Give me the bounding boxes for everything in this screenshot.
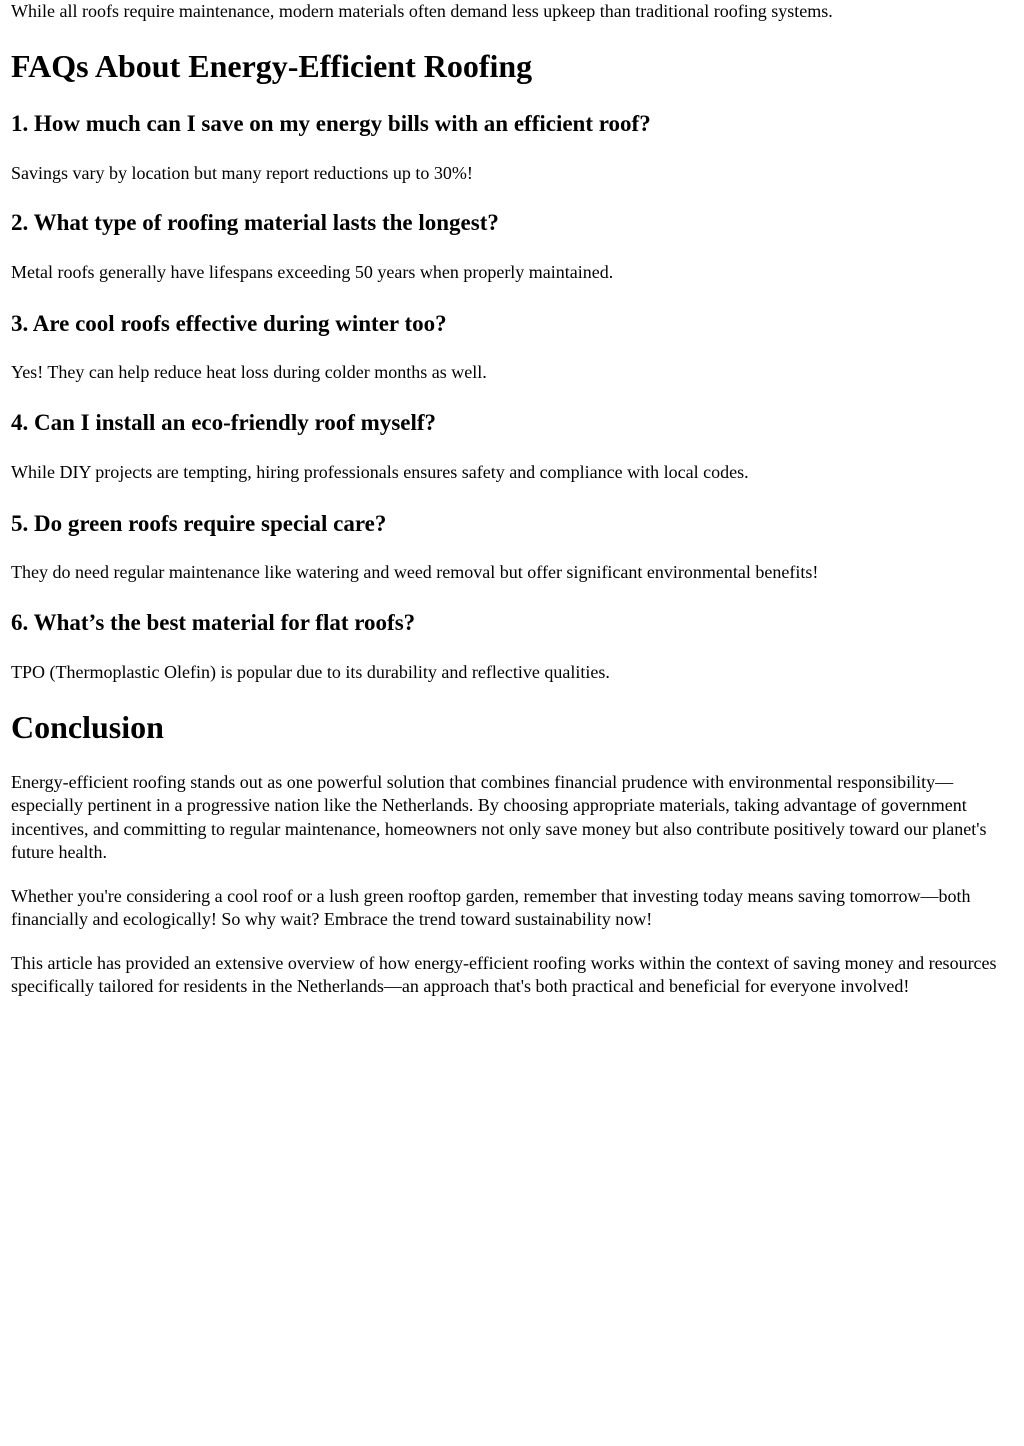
faq-answer-2: Metal roofs generally have lifespans exceeding 50 years when properly maintained. bbox=[11, 262, 614, 282]
faq-answer-1: Savings vary by location but many report reductions up to 30%! bbox=[11, 163, 473, 183]
conclusion-paragraph-3: This article has provided an extensive overview of how energy-efficient roofing works within the context of saving money and resources specifically tailored for residents in the Netherlands—an approach that's both practical and beneficial for everyone involved! bbox=[11, 953, 997, 997]
faq-question-1: 1. How much can I save on my energy bills with an efficient roof? bbox=[11, 111, 651, 136]
intro-paragraph: While all roofs require maintenance, modern materials often demand less upkeep than traditional roofing systems. bbox=[11, 1, 833, 21]
faq-answer-3: Yes! They can help reduce heat loss during colder months as well. bbox=[11, 362, 487, 382]
faq-question-4: 4. Can I install an eco-friendly roof myself? bbox=[11, 410, 437, 435]
faq-answer-5: They do need regular maintenance like watering and weed removal but offer significant environmental benefits! bbox=[11, 562, 819, 582]
faq-heading: FAQs About Energy-Efficient Roofing bbox=[11, 48, 533, 84]
faq-answer-6: TPO (Thermoplastic Olefin) is popular due to its durability and reflective qualities. bbox=[11, 662, 610, 682]
conclusion-paragraph-1: Energy-efficient roofing stands out as one powerful solution that combines financial prudence with environmental responsibility—especially pertinent in a progressive nation like the Netherlands. By choosing appropriate materials, taking advantage of government incentives, and committing to regular maintenance, homeowners not only save money but also contribute positively toward our planet's future health. bbox=[11, 772, 987, 862]
conclusion-paragraph-2: Whether you're considering a cool roof or a lush green rooftop garden, remember that investing today means saving tomorrow—both financially and ecologically! So why wait? Embrace the trend toward sustainability now! bbox=[11, 886, 971, 930]
faq-question-3: 3. Are cool roofs effective during winter too? bbox=[11, 311, 447, 336]
conclusion-heading: Conclusion bbox=[11, 709, 164, 745]
faq-question-2: 2. What type of roofing material lasts the longest? bbox=[11, 210, 499, 235]
faq-question-6: 6. What’s the best material for flat roofs? bbox=[11, 610, 416, 635]
faq-question-5: 5. Do green roofs require special care? bbox=[11, 511, 387, 536]
faq-answer-4: While DIY projects are tempting, hiring professionals ensures safety and compliance with local codes. bbox=[11, 462, 749, 482]
